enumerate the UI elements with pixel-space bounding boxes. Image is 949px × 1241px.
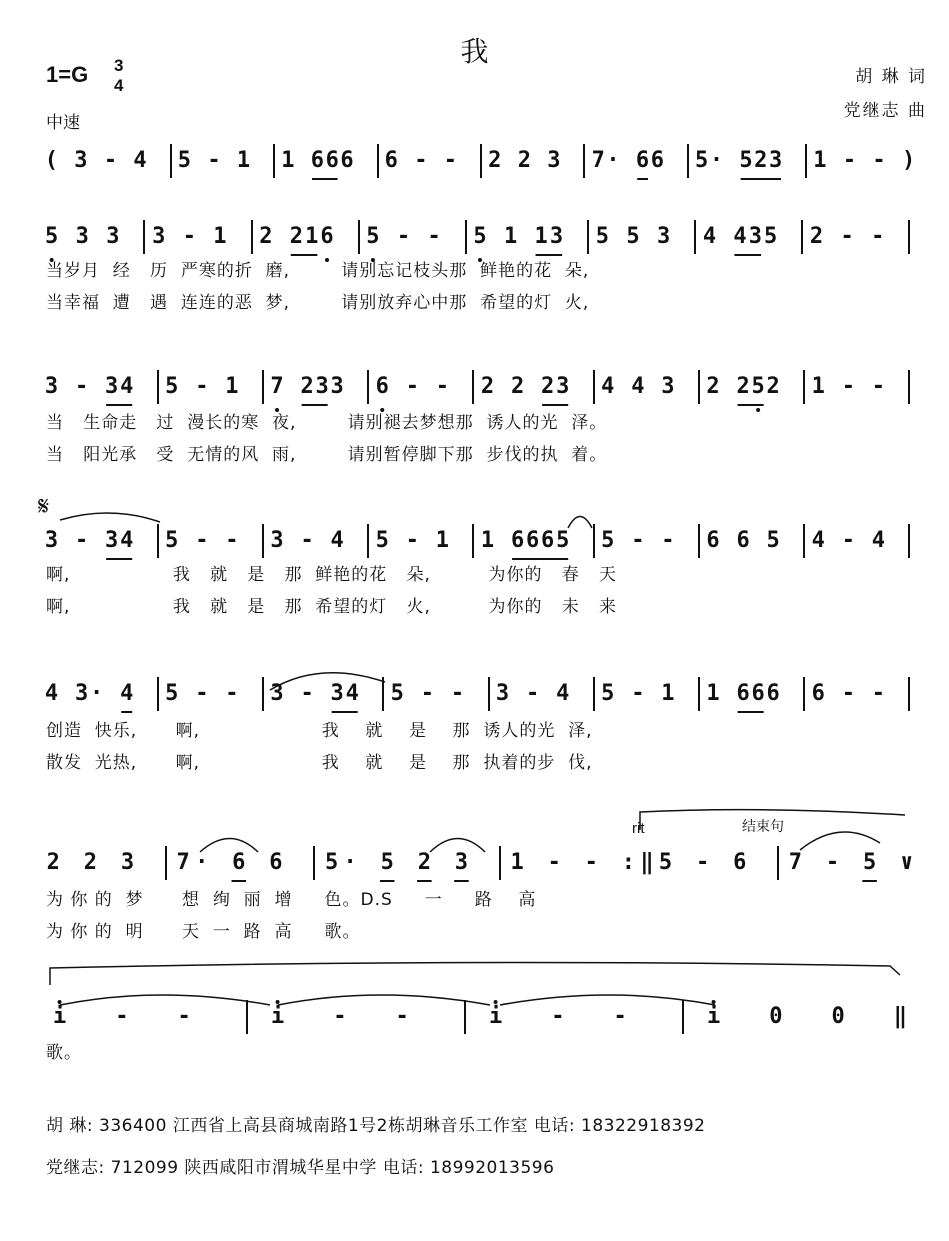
note: 4 bbox=[811, 528, 825, 553]
note: 5 bbox=[165, 528, 179, 553]
note: 3 bbox=[330, 374, 344, 399]
lyricist-credit: 胡 琳 词 bbox=[855, 67, 927, 87]
note: 3 bbox=[74, 148, 88, 173]
composer-credit: 党继志 曲 bbox=[843, 101, 927, 121]
lyric-line: 啊, 我 就 是 那 鲜艳的花 朵, 为你的 春 天 bbox=[46, 565, 617, 585]
note: 6 bbox=[766, 681, 780, 706]
notation-symbol: - bbox=[435, 374, 450, 399]
note: 6 bbox=[541, 528, 555, 553]
lyric-line: 当 生命走 过 漫长的寒 夜, 请别褪去梦想那 诱人的光 泽。 bbox=[46, 413, 608, 433]
notation-symbol: - bbox=[547, 850, 561, 875]
note: 6 bbox=[736, 528, 750, 553]
note: 6 bbox=[232, 850, 246, 875]
tempo-marking: 中速 bbox=[46, 113, 80, 133]
lyric-line: 创造 快乐, 啊, 我 就 是 那 诱人的光 泽, bbox=[46, 721, 593, 741]
time-signature-top: 3 bbox=[114, 56, 124, 75]
notation-symbol: - bbox=[195, 528, 209, 553]
note: 1 bbox=[510, 850, 524, 875]
note: 6 bbox=[751, 681, 765, 706]
note: 4 bbox=[556, 681, 570, 706]
notation-symbol: - bbox=[182, 224, 196, 249]
notation-symbol: - bbox=[871, 681, 886, 706]
notation-symbol: · bbox=[89, 681, 104, 706]
notation-symbol: - bbox=[395, 1004, 409, 1029]
note: 5 bbox=[473, 224, 487, 249]
slur bbox=[270, 673, 385, 690]
notation-symbol: · bbox=[343, 850, 357, 875]
note: 2 bbox=[706, 374, 720, 399]
note: 3 bbox=[152, 224, 166, 249]
note: 6 bbox=[375, 374, 389, 399]
note: 3 bbox=[105, 528, 119, 553]
notation-symbol: - bbox=[450, 681, 465, 706]
slur bbox=[430, 839, 485, 853]
note: 3 bbox=[656, 224, 671, 249]
note: 6 bbox=[706, 528, 720, 553]
note: 4 bbox=[133, 148, 147, 173]
note: 5 bbox=[601, 681, 615, 706]
notation-symbol: · bbox=[606, 148, 620, 173]
song-title: 我 bbox=[460, 35, 489, 68]
note: 4 bbox=[330, 528, 344, 553]
lyric-line: 当幸福 遭 遇 连连的恶 梦, 请别放弃心中那 希望的灯 火, bbox=[46, 293, 590, 313]
note: i bbox=[488, 1004, 503, 1029]
note: 6 bbox=[811, 681, 825, 706]
lyric-line: 当 阳光承 受 无情的风 雨, 请别暂停脚下那 步伐的执 着。 bbox=[46, 445, 608, 465]
note: 1 bbox=[503, 224, 518, 249]
notation-symbol: - bbox=[696, 850, 710, 875]
notation-symbol: - bbox=[840, 224, 854, 249]
note: 6 bbox=[733, 850, 747, 875]
note: 1 bbox=[435, 528, 450, 553]
note: 6 bbox=[384, 148, 398, 173]
note: 6 bbox=[320, 224, 334, 249]
note: 1 bbox=[811, 374, 825, 399]
note: 5 bbox=[165, 374, 179, 399]
note: 2 bbox=[417, 850, 431, 875]
notation-symbol: - bbox=[207, 148, 221, 173]
notation-symbol: - bbox=[841, 528, 855, 553]
lyric-line: 当岁月 经 历 严寒的折 磨, 请别忘记枝头那 鲜艳的花 朵, bbox=[46, 261, 590, 281]
note: 4 bbox=[345, 681, 359, 706]
note: i bbox=[52, 1004, 67, 1029]
note: 7 bbox=[591, 148, 605, 173]
note: 7 bbox=[788, 850, 803, 875]
note: i bbox=[270, 1004, 285, 1029]
notation-symbol: - bbox=[225, 528, 239, 553]
note: 3 bbox=[74, 681, 89, 706]
note: 5 bbox=[764, 224, 778, 249]
note: 3 bbox=[549, 224, 564, 249]
notation-symbol: - bbox=[551, 1004, 565, 1029]
notation-symbol: - bbox=[74, 528, 89, 553]
note: 3 bbox=[556, 374, 570, 399]
note: 6 bbox=[635, 148, 650, 173]
notation-symbol: - bbox=[414, 148, 428, 173]
notation-symbol: - bbox=[841, 374, 855, 399]
note: 5 bbox=[366, 224, 380, 249]
slur bbox=[800, 832, 880, 850]
note: 3 bbox=[661, 374, 675, 399]
note: 3 bbox=[44, 528, 59, 553]
notation-symbol: - bbox=[405, 528, 419, 553]
note: 5 bbox=[45, 224, 59, 249]
note: 1 bbox=[813, 148, 827, 173]
slur bbox=[568, 517, 592, 529]
note: 2 bbox=[289, 224, 304, 249]
note: 1 bbox=[706, 681, 720, 706]
note: 7 bbox=[270, 374, 284, 399]
note: 1 bbox=[480, 528, 495, 553]
note: 1 bbox=[281, 148, 295, 173]
note: 4 bbox=[44, 681, 59, 706]
note: 6 bbox=[269, 850, 283, 875]
note: 6 bbox=[310, 148, 325, 173]
notation-symbol: - bbox=[333, 1004, 347, 1029]
note: 6 bbox=[510, 528, 525, 553]
note: 2 bbox=[83, 850, 97, 875]
note: 3 bbox=[106, 224, 120, 249]
note: 3 bbox=[270, 528, 284, 553]
note: 2 bbox=[754, 148, 768, 173]
note: 5 bbox=[695, 148, 709, 173]
note: 5 bbox=[556, 528, 570, 553]
segno-sign: 𝄋 bbox=[38, 492, 50, 522]
note: 2 bbox=[46, 850, 60, 875]
notation-symbol: ‖ bbox=[640, 850, 654, 875]
notation-symbol: · bbox=[195, 850, 209, 875]
notation-symbol: - bbox=[420, 681, 434, 706]
note: 5 bbox=[324, 850, 339, 875]
note: 5 bbox=[751, 374, 765, 399]
notation-symbol: - bbox=[525, 681, 540, 706]
note: i bbox=[706, 1004, 721, 1029]
note: 2 bbox=[541, 374, 555, 399]
notation-symbol: : bbox=[621, 850, 636, 875]
note: 1 bbox=[236, 148, 251, 173]
note: 5 bbox=[658, 850, 673, 875]
note: 4 bbox=[601, 374, 615, 399]
note: 2 bbox=[736, 374, 750, 399]
note: 4 bbox=[120, 681, 134, 706]
notation-symbol: - bbox=[842, 148, 857, 173]
note: 2 bbox=[809, 224, 824, 249]
notation-symbol: ) bbox=[901, 148, 916, 173]
lyric-line: 散发 光热, 啊, 我 就 是 那 执着的步 伐, bbox=[46, 753, 593, 773]
note: 5 bbox=[862, 850, 877, 875]
note: 3 bbox=[75, 224, 89, 249]
note: 2 bbox=[488, 148, 502, 173]
note: 3 bbox=[120, 850, 135, 875]
notation-symbol: - bbox=[841, 681, 855, 706]
note: 3 bbox=[768, 148, 783, 173]
note: 2 bbox=[259, 224, 273, 249]
note: 5 bbox=[375, 528, 389, 553]
lyric-line: 啊, 我 就 是 那 希望的灯 火, 为你的 未 来 bbox=[46, 597, 617, 617]
contact-line: 党继志: 712099 陕西咸阳市渭城华星中学 电话: 18992013596 bbox=[46, 1158, 555, 1178]
notation-symbol: - bbox=[871, 374, 886, 399]
note: 5 bbox=[595, 224, 609, 249]
note: 3 bbox=[547, 148, 561, 173]
note: 3 bbox=[270, 681, 284, 706]
notation-symbol: - bbox=[584, 850, 598, 875]
note: 5 bbox=[390, 681, 404, 706]
note: 1 bbox=[661, 681, 675, 706]
note: 1 bbox=[534, 224, 548, 249]
note: 6 bbox=[325, 148, 339, 173]
note: 4 bbox=[120, 374, 134, 399]
notation-symbol: - bbox=[74, 374, 89, 399]
bracket-long bbox=[50, 962, 900, 985]
notation-symbol: - bbox=[661, 528, 675, 553]
notation-symbol: - bbox=[195, 374, 209, 399]
note: 1 bbox=[213, 224, 227, 249]
note: 4 bbox=[733, 224, 747, 249]
lyric-line: 为 你 的 明 天 一 路 高 歌。 bbox=[46, 922, 361, 942]
note: 6 bbox=[340, 148, 354, 173]
notation-symbol: - bbox=[825, 850, 840, 875]
lyric-line: 歌。 bbox=[46, 1043, 82, 1063]
note: 3 bbox=[315, 374, 329, 399]
notation-symbol: - bbox=[115, 1004, 129, 1029]
note: 5 bbox=[626, 224, 640, 249]
rit-marking: rit bbox=[632, 820, 645, 837]
notation-symbol: - bbox=[396, 224, 411, 249]
note: 2 bbox=[480, 374, 495, 399]
notation-symbol: - bbox=[177, 1004, 191, 1029]
note: 6 bbox=[650, 148, 664, 173]
notation-symbol: - bbox=[872, 148, 886, 173]
note: 4 bbox=[631, 374, 645, 399]
note: 1 bbox=[225, 374, 239, 399]
lyric-line: 为 你 的 梦 想 绚 丽 增 色。D.S 一 路 高 bbox=[46, 890, 537, 910]
note: 4 bbox=[702, 224, 717, 249]
notation-symbol: · bbox=[709, 148, 724, 173]
note: 3 bbox=[105, 374, 119, 399]
note: 3 bbox=[748, 224, 762, 249]
note: 0 bbox=[769, 1004, 783, 1029]
note: 5 bbox=[380, 850, 394, 875]
note: 4 bbox=[120, 528, 134, 553]
note: 2 bbox=[517, 148, 531, 173]
notation-symbol: - bbox=[195, 681, 209, 706]
notation-symbol: - bbox=[103, 148, 118, 173]
note: 0 bbox=[831, 1004, 845, 1029]
note: 2 bbox=[510, 374, 525, 399]
notation-symbol: - bbox=[225, 681, 239, 706]
note: 2 bbox=[300, 374, 314, 399]
notation-symbol: - bbox=[300, 681, 314, 706]
notation-symbol: - bbox=[871, 224, 885, 249]
notation-symbol: ‖ bbox=[893, 1004, 908, 1029]
note: 3 bbox=[330, 681, 344, 706]
note: 3 bbox=[454, 850, 469, 875]
note: 6 bbox=[736, 681, 750, 706]
note: 5 bbox=[177, 148, 192, 173]
slur bbox=[60, 995, 270, 1005]
note: 7 bbox=[176, 850, 190, 875]
note: 5 bbox=[739, 148, 753, 173]
bracket-ending bbox=[640, 810, 905, 830]
notation-symbol: ( bbox=[44, 148, 58, 173]
notation-symbol: - bbox=[613, 1004, 627, 1029]
note: 2 bbox=[766, 374, 780, 399]
slur bbox=[60, 513, 160, 522]
notation-symbol: - bbox=[631, 681, 645, 706]
note: 5 bbox=[601, 528, 615, 553]
note: 6 bbox=[525, 528, 540, 553]
time-signature-bottom: 4 bbox=[114, 76, 124, 95]
note: 4 bbox=[871, 528, 886, 553]
notation-symbol: - bbox=[443, 148, 458, 173]
slur bbox=[200, 839, 258, 853]
notation-symbol: - bbox=[427, 224, 441, 249]
ending-label: 结束句 bbox=[742, 818, 784, 834]
contact-line: 胡 琳: 336400 江西省上高县商城南路1号2栋胡琳音乐工作室 电话: 18322918392 bbox=[46, 1116, 706, 1136]
notation-symbol: - bbox=[631, 528, 645, 553]
note: 1 bbox=[305, 224, 319, 249]
notation-symbol: ∨ bbox=[900, 850, 914, 875]
note: 5 bbox=[766, 528, 780, 553]
slur bbox=[500, 995, 715, 1005]
notation-symbol: - bbox=[405, 374, 419, 399]
note: 5 bbox=[165, 681, 179, 706]
notation-symbol: - bbox=[300, 528, 314, 553]
note: 3 bbox=[495, 681, 510, 706]
note: 3 bbox=[44, 374, 59, 399]
slur bbox=[278, 995, 490, 1005]
key-signature: 1=G bbox=[46, 62, 89, 87]
